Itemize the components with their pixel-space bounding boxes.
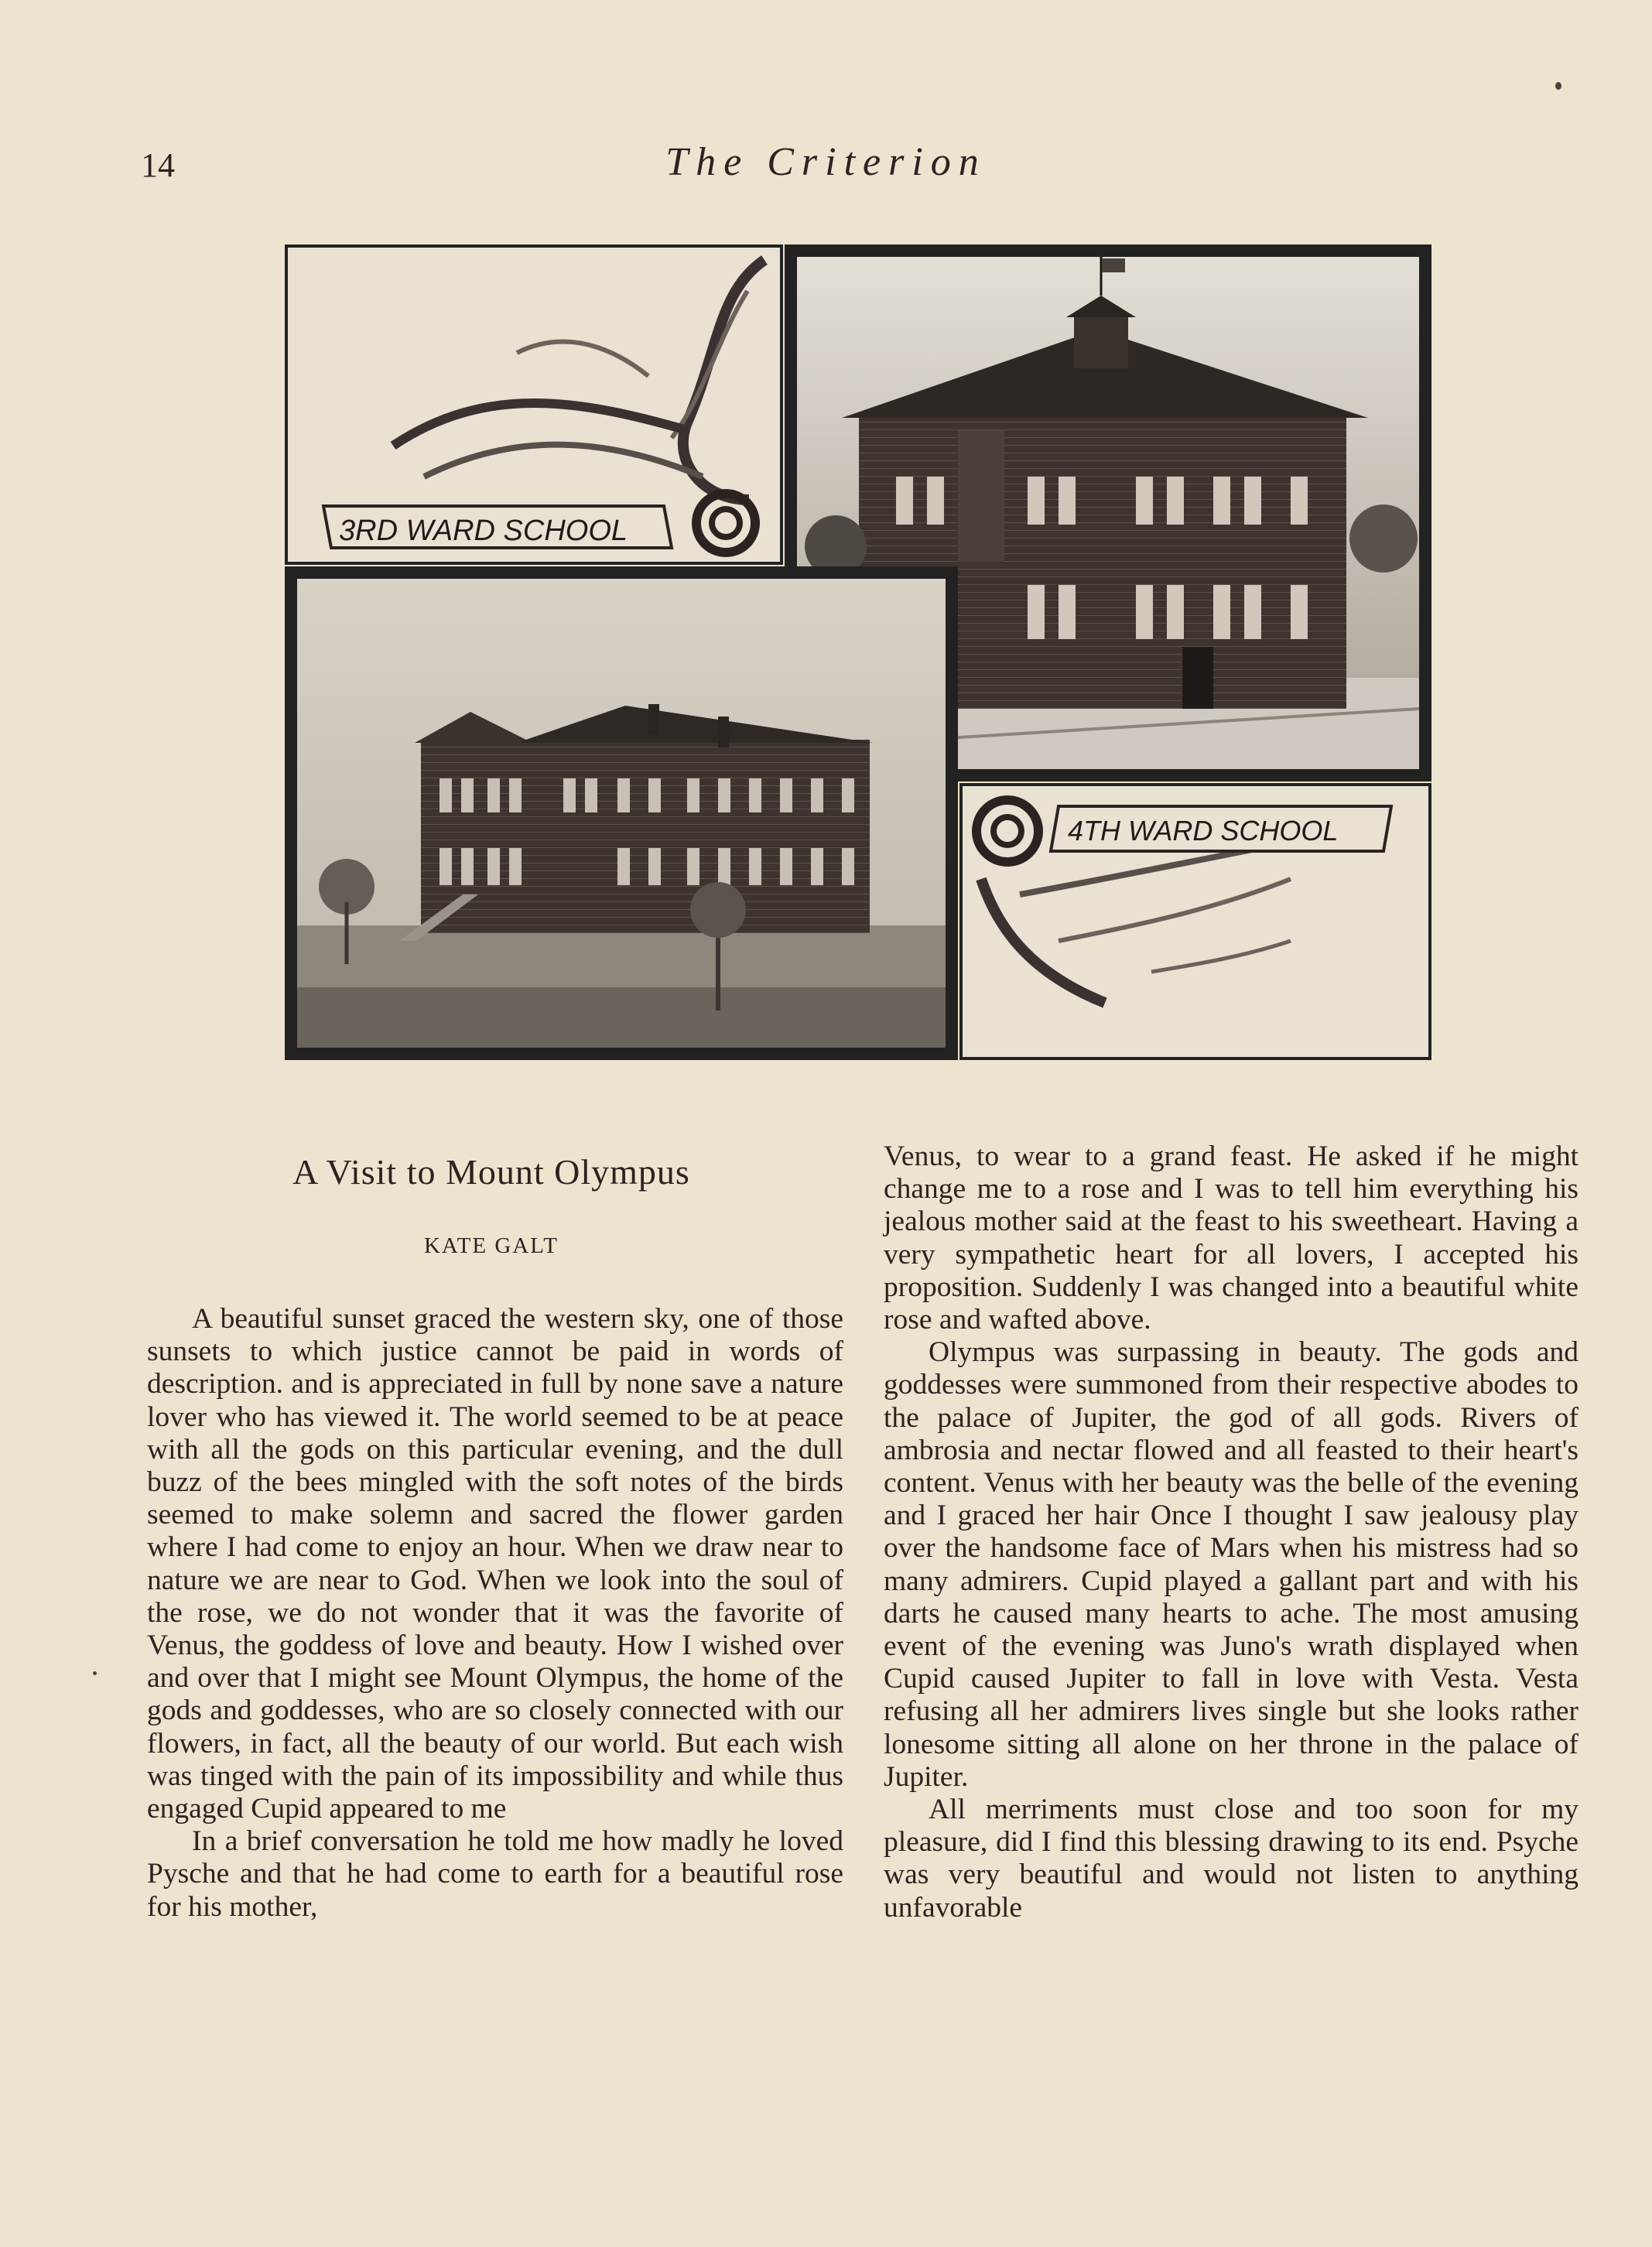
article-author: KATE GALT	[423, 1233, 559, 1258]
print-speck	[1555, 82, 1561, 90]
page-number: 14	[141, 146, 175, 184]
paragraph: A beautiful sunset graced the western sky, one of those sunsets to which justice cannot be paid in words of description. and is appreciated in full by none save a nature lover who has viewed it. The world seemed to be at peace with all the gods on this particular evening, and the dull buzz of the bees mingled with the soft notes of the birds seemed to make solemn and sacred the flower garden where I had come to enjoy an hour. When we draw near to nature we are near to God. When we look into the soul of the rose, we do not wonder that it was the favorite of Venus, the goddess of love and beauty. How I wished over and over that I might see Mount Olympus, the home of the gods and goddesses, who are so closely connected with our flowers, in fact, all the beauty of our world. But each wish was tinged with the pain of its impossibility and while thus engaged Cupid appeared to me	[147, 1303, 843, 1825]
third-ward-school-photo	[286, 568, 956, 1059]
print-speck	[93, 1671, 97, 1675]
paragraph: Venus, to wear to a grand feast. He asked if he might change me to a rose and I was to tell him everything his jealous mother said at the feast to his sweetheart. Having a very sympathetic heart for all lovers, I accepted his proposition. Suddenly I was changed into a beautiful white rose and wafted above.	[884, 1141, 1578, 1336]
article-right-column	[884, 1141, 1578, 2139]
paragraph: Olympus was surpassing in beauty. The gods and goddesses were summoned from their respective abodes to the palace of Jupiter, the god of all gods. Rivers of ambrosia and nectar flowed and all feasted to their heart's content. Venus with her beauty was the belle of the evening and I graced her hair Once I thought I saw jealousy play over the handsome face of Mars when his mistress had so many admirers. Cupid played a gallant part and with his darts he caused many hearts to ache. The most amusing event of the evening was Juno's wrath displayed when Cupid caused Jupiter to fall in love with Vesta. Vesta refusing all her admirers lives single but she looks rather lonesome sitting all alone on her throne in the palace of Jupiter.	[884, 1336, 1578, 1793]
third-ward-caption-panel	[286, 246, 782, 563]
third-ward-caption: 3RD WARD SCHOOL	[339, 515, 628, 547]
collage-illustration	[285, 245, 1431, 1060]
article-title: A Visit to Mount Olympus	[292, 1152, 690, 1192]
fourth-ward-caption-panel	[961, 785, 1430, 1059]
paragraph: All merriments must close and too soon for my pleasure, did I find this blessing drawing to its end. Psyche was very beautiful and would not listen to anything unfavorable	[884, 1794, 1578, 1924]
publication-title: The Criterion	[665, 140, 987, 184]
school-photo-collage	[285, 245, 1431, 1060]
fourth-ward-caption: 4TH WARD SCHOOL	[1068, 815, 1339, 846]
article-left-column	[147, 1303, 843, 2131]
paragraph: In a brief conversation he told me how madly he loved Pysche and that he had come to earth for a beautiful rose for his mother,	[147, 1825, 843, 1923]
